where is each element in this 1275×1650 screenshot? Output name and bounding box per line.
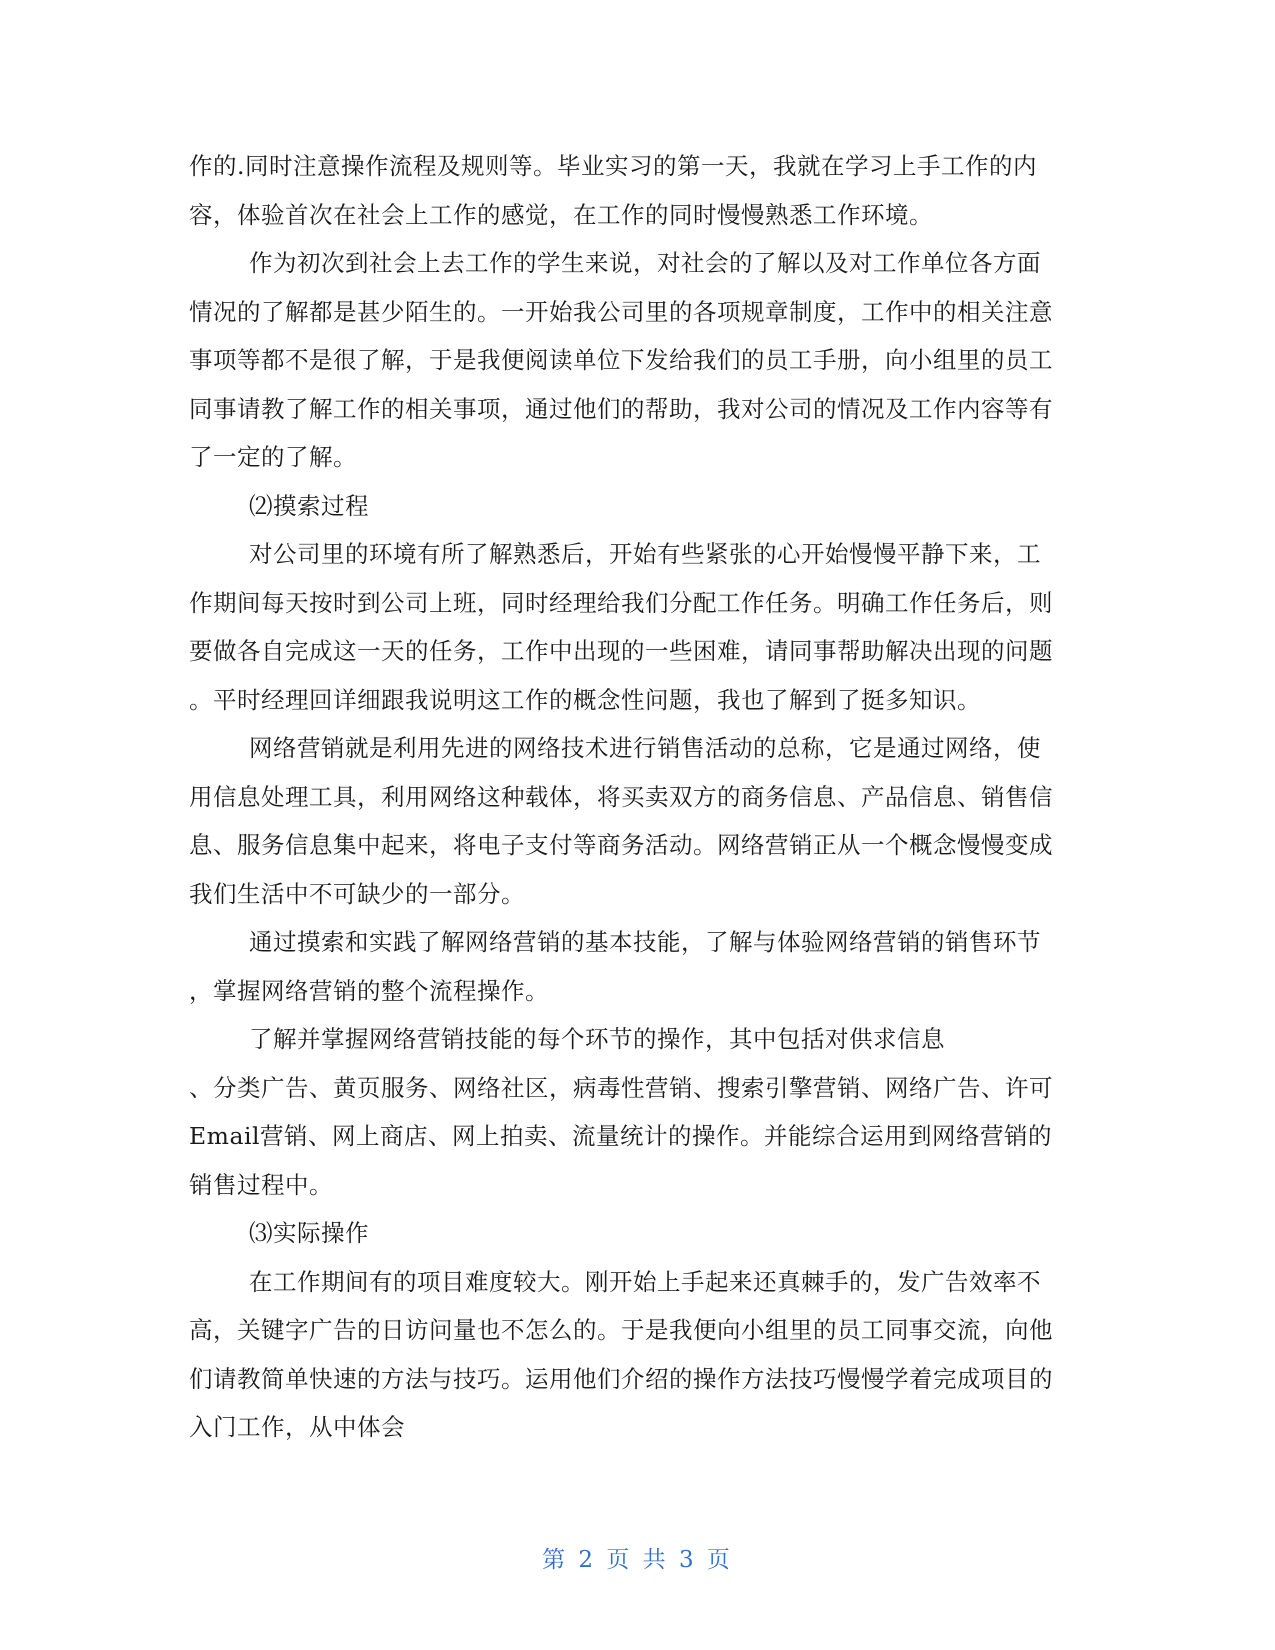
text-line: 作期间每天按时到公司上班，同时经理给我们分配工作任务。明确工作任务后，则: [189, 588, 1053, 617]
text-line: 销售过程中。: [189, 1170, 333, 1199]
text-line: ⑶实际操作: [249, 1219, 369, 1247]
text-line: 了一定的了解。: [189, 443, 357, 471]
text-line: 们请教简单快速的方法与技巧。运用他们介绍的操作方法技巧慢慢学着完成项目的: [189, 1364, 1053, 1393]
text-line: 、分类广告、黄页服务、网络社区，病毒性营销、搜索引擎营销、网络广告、许可: [189, 1073, 1053, 1102]
text-line: ，掌握网络营销的整个流程操作。: [189, 976, 549, 1005]
text-line: 情况的了解都是甚少陌生的。一开始我公司里的各项规章制度，工作中的相关注意: [189, 297, 1053, 326]
text-line: Email营销、网上商店、网上拍卖、流量统计的操作。并能综合运用到网络营销的: [189, 1122, 1052, 1150]
text-line: 用信息处理工具，利用网络这种载体，将买卖双方的商务信息、产品信息、销售信: [189, 782, 1053, 811]
text-line: 我们生活中不可缺少的一部分。: [189, 879, 525, 908]
text-line: 容，体验首次在社会上工作的感觉，在工作的同时慢慢熟悉工作环境。: [189, 200, 933, 229]
text-line: 了解并掌握网络营销技能的每个环节的操作，其中包括对供求信息: [249, 1025, 945, 1053]
text-line: 在工作期间有的项目难度较大。刚开始上手起来还真棘手的，发广告效率不: [249, 1267, 1041, 1296]
text-line: 同事请教了解工作的相关事项，通过他们的帮助，我对公司的情况及工作内容等有: [189, 394, 1053, 423]
text-line: ⑵摸索过程: [249, 491, 369, 520]
text-line: 高，关键字广告的日访问量也不怎么的。于是我便向小组里的员工同事交流，向他: [189, 1316, 1053, 1344]
text-line: 要做各自完成这一天的任务，工作中出现的一些困难，请同事帮助解决出现的问题: [189, 637, 1053, 665]
text-line: 事项等都不是很了解，于是我便阅读单位下发给我们的员工手册，向小组里的员工: [189, 346, 1053, 374]
text-line: 通过摸索和实践了解网络营销的基本技能，了解与体验网络营销的销售环节: [249, 928, 1041, 956]
text-line: 。平时经理回详细跟我说明这工作的概念性问题，我也了解到了挺多知识。: [189, 685, 981, 714]
document-body: [189, 142, 1089, 1452]
page-footer: [0, 1541, 1275, 1574]
text-line: 对公司里的环境有所了解熟悉后，开始有些紧张的心开始慢慢平静下来，工: [249, 540, 1041, 568]
text-line: 网络营销就是利用先进的网络技术进行销售活动的总称，它是通过网络，使: [249, 734, 1041, 762]
text-line: 息、服务信息集中起来，将电子支付等商务活动。网络营销正从一个概念慢慢变成: [189, 831, 1053, 859]
text-line: 作为初次到社会上去工作的学生来说，对社会的了解以及对工作单位各方面: [249, 249, 1041, 277]
page-number-label: 第 2 页 共 3 页: [542, 1547, 733, 1573]
text-line: 入门工作，从中体会: [189, 1413, 405, 1441]
text-line: 作的.同时注意操作流程及规则等。毕业实习的第一天，我就在学习上手工作的内: [189, 152, 1037, 180]
